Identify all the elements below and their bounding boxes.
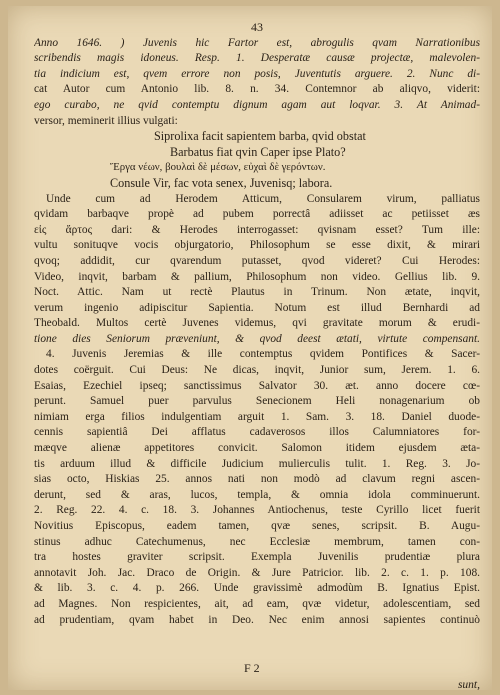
text-line: nimiam erga filios indulgentiam arguit 1. Sam. 3. 18. Daniel duode-	[34, 410, 480, 423]
text-line: Unde cum ad Herodem Atticum, Consularem virum, palliatus	[46, 192, 480, 205]
text-line: derunt, sed & aras, lucos, templa, & omnia idola comminuerunt.	[34, 488, 480, 501]
text-line: tra hostes graviter scripsit. Exempla Juvenilis prudentiæ plura	[34, 551, 480, 564]
text-line: Anno 1646. ) Juvenis hic Fartor est, abrogulis qvam Narrationibus	[34, 36, 480, 49]
verse-line: Barbatus fiat qvin Caper ipse Plato?	[170, 144, 346, 159]
book-page	[8, 6, 492, 690]
text-line: Esaias, Ezechiel ipseq; sanctissimus Salvator 30. æt. anno docere cœ-	[34, 379, 480, 392]
text-line: ad Magnes. Non respicientes, ait, ad eam, qvæ videtur, adolescentiam, sed	[34, 597, 480, 610]
text-line: stinus adhuc Catechumenus, nec Ecclesiæ membrum, tamen con-	[34, 535, 480, 548]
greek-verse-line: Ἔργα νέων, βουλαὶ δὲ μέσων, εὐχαὶ δὲ γερόντων.	[110, 161, 326, 174]
text-line: ad prudentiam, qvam habet in Deo. Nec enim annosi sapientes continuò	[34, 613, 480, 626]
text-line: tione dies Seniorum præveniunt, & qvod deest ætati, virtute compensant.	[34, 332, 480, 345]
text-line: scribendis magis idoneus. Resp. 1. Desperatæ causæ projectæ, malevolen-	[34, 52, 480, 65]
text-line: & lib. 3. c. 4. p. 266. Unde gravissimè admodùm B. Ignatius Epist.	[34, 582, 480, 595]
signature-mark: F 2	[244, 661, 260, 675]
text-block	[34, 20, 480, 691]
text-line: Video, inqvit, barbam & pallium, Philosophum non video. Gellius lib. 9.	[34, 270, 480, 283]
text-line: vultu sonituqve vocis objurgatorio, Philosophum se esse dixit, & mirari	[34, 239, 480, 252]
text-line: tia indicium est, qvem errore non posis, Juventutis arguere. 2. Nunc di-	[34, 67, 480, 80]
text-line: Novitius Episcopus, eadem tamen, qvæ senes, scripsit. B. Augu-	[34, 520, 480, 532]
text-line: cat Autor cum Antonio lib. 8. n. 34. Contemnor ab aliqvo, viderit:	[34, 83, 480, 96]
text-line: cennis sapientiâ Dei afflatus cadaverosos illos Calumniatores for-	[34, 426, 480, 439]
text-line: dotes coërguit. Cui Deus: Ne dicas, inqvit, Junior sum, Jerem. 1. 6.	[34, 364, 480, 377]
text-line: ego curabo, ne qvid contemptu dignum agam aut loqvar. 3. At Animad-	[34, 98, 480, 111]
text-line: annotavit Joh. Jac. Draco de Origin. & Jure Patricior. lib. 2. c. 1. p. 108.	[34, 566, 480, 579]
text-line: qvoq; addidit, cur qvarendum putasset, qvod videret? Cui Herodes:	[34, 254, 480, 267]
verse-line: Siprolixa facit sapientem barba, qvid obstat	[154, 129, 366, 144]
verse-line: Consule Vir, fac vota senex, Juvenisq; labora.	[110, 175, 333, 190]
text-line: 4. Juvenis Jeremias & ille contemptus qvidem Pontifices & Sacer-	[46, 348, 480, 361]
text-line: 2. Reg. 22. 4. c. 18. 3. Johannes Antiochenus, teste Cyrillo licet fuerit	[34, 504, 480, 517]
text-line: versor, meminerit illius vulgati:	[34, 114, 178, 127]
text-line: perunt. Samuel puer parvulus Senecionem Heli nonagenarium ob	[34, 395, 480, 408]
text-line: sias octo, Hiskias 25. annos nati non modò ad clavum regni ascen-	[34, 473, 480, 486]
text-line: verum ingenio adipiscitur Sapientia. Notum est illud Bernhardi ad	[34, 301, 480, 314]
text-line: mæqve alienæ appetitores convicit. Salomon itidem ejusdem æta-	[34, 442, 480, 455]
text-line: εἰς ἄρτος dari: & Herodes interrogasset: qvisnam esset? Tum ille:	[34, 223, 480, 236]
text-line: Theobald. Multos certè Juvenes videmus, qvi gravitate morum & erudi-	[34, 317, 480, 330]
page-number: 43	[251, 20, 263, 34]
text-line: tis arduum illud & difficile Judicium mulierculis tulit. 1. Reg. 3. Jo-	[34, 457, 480, 470]
text-line: Noct. Attic. Nam ut rectè Plautus in Trinum. Non ætate, inqvit,	[34, 286, 480, 299]
text-line: qvidam barbaqve propè ad pubem porrectâ adiisset ac petiisset æs	[34, 208, 480, 221]
catchword: sunt,	[457, 679, 480, 691]
